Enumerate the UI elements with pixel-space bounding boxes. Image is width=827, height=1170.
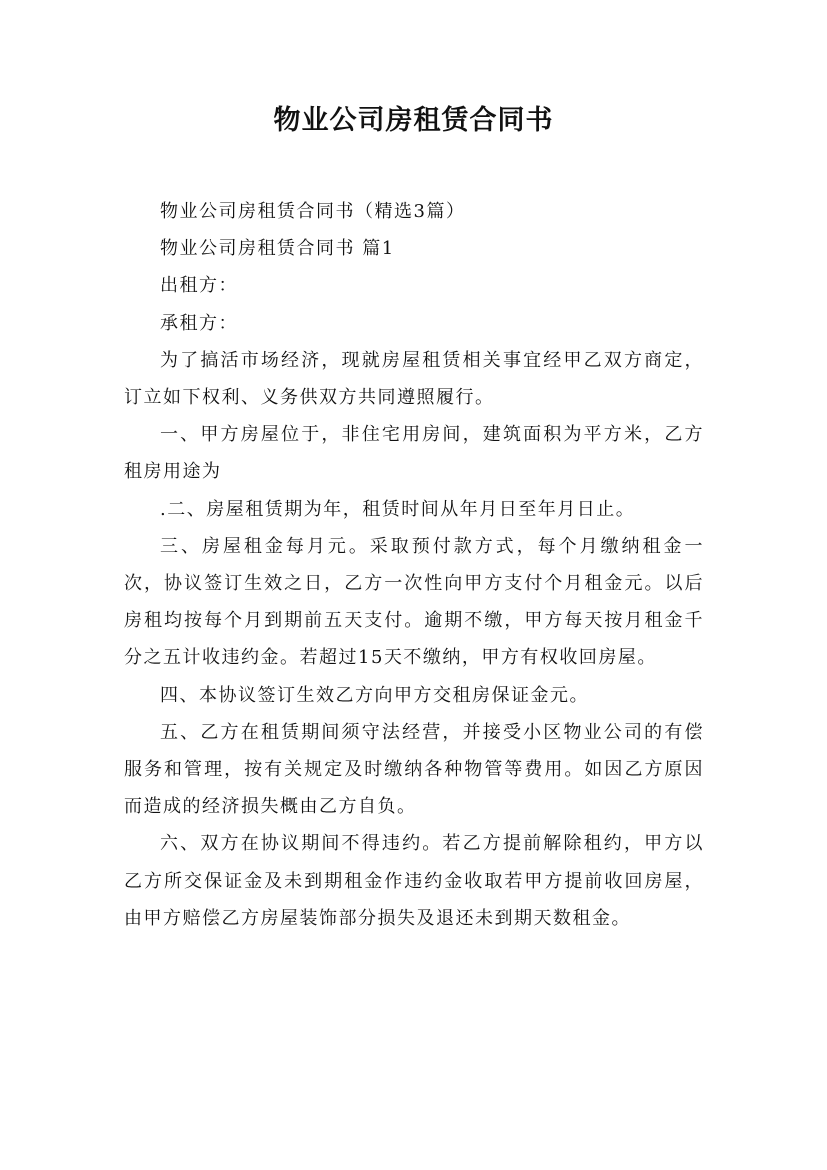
document-body	[124, 193, 704, 937]
paragraph-clause-5: 五、乙方在租赁期间须守法经营，并接受小区物业公司的有偿服务和管理，按有关规定及时缴纳各种物管等费用。如因乙方原因而造成的经济损失概由乙方自负。	[124, 721, 704, 818]
paragraph-clause-4: 四、本协议签订生效乙方向甲方交租房保证金元。	[160, 684, 589, 706]
paragraph-clause-2: .二、房屋租赁期为年，租赁时间从年月日至年月日止。	[160, 498, 636, 520]
paragraph-subtitle: 物业公司房租赁合同书（精选3篇）	[160, 201, 466, 222]
paragraph-lessor: 出租方：	[160, 275, 238, 297]
paragraph-clause-3: 三、房屋租金每月元。采取预付款方式，每个月缴纳租金一次，协议签订生效之日，乙方一次性向甲方支付个月租金元。以后房租均按每个月到期前五天支付。逾期不缴，甲方每天按月租金千分之五计收违约金。若超过15天不缴纳，甲方有权收回房屋。	[124, 535, 704, 669]
paragraph-preamble: 为了搞活市场经济，现就房屋租赁相关事宜经甲乙双方商定，订立如下权利、义务供双方共同遵照履行。	[124, 349, 704, 409]
paragraph-lessee: 承租方：	[160, 312, 238, 334]
paragraph-section-heading: 物业公司房租赁合同书 篇1	[160, 238, 395, 260]
paragraph-clause-1: 一、甲方房屋位于，非住宅用房间，建筑面积为平方米，乙方租房用途为	[124, 424, 704, 483]
document-title: 物业公司房租赁合同书	[273, 105, 554, 136]
paragraph-clause-6: 六、双方在协议期间不得违约。若乙方提前解除租约，甲方以乙方所交保证金及未到期租金作违约金收取若甲方提前收回房屋，由甲方赔偿乙方房屋装饰部分损失及退还未到期天数租金。	[124, 833, 704, 929]
